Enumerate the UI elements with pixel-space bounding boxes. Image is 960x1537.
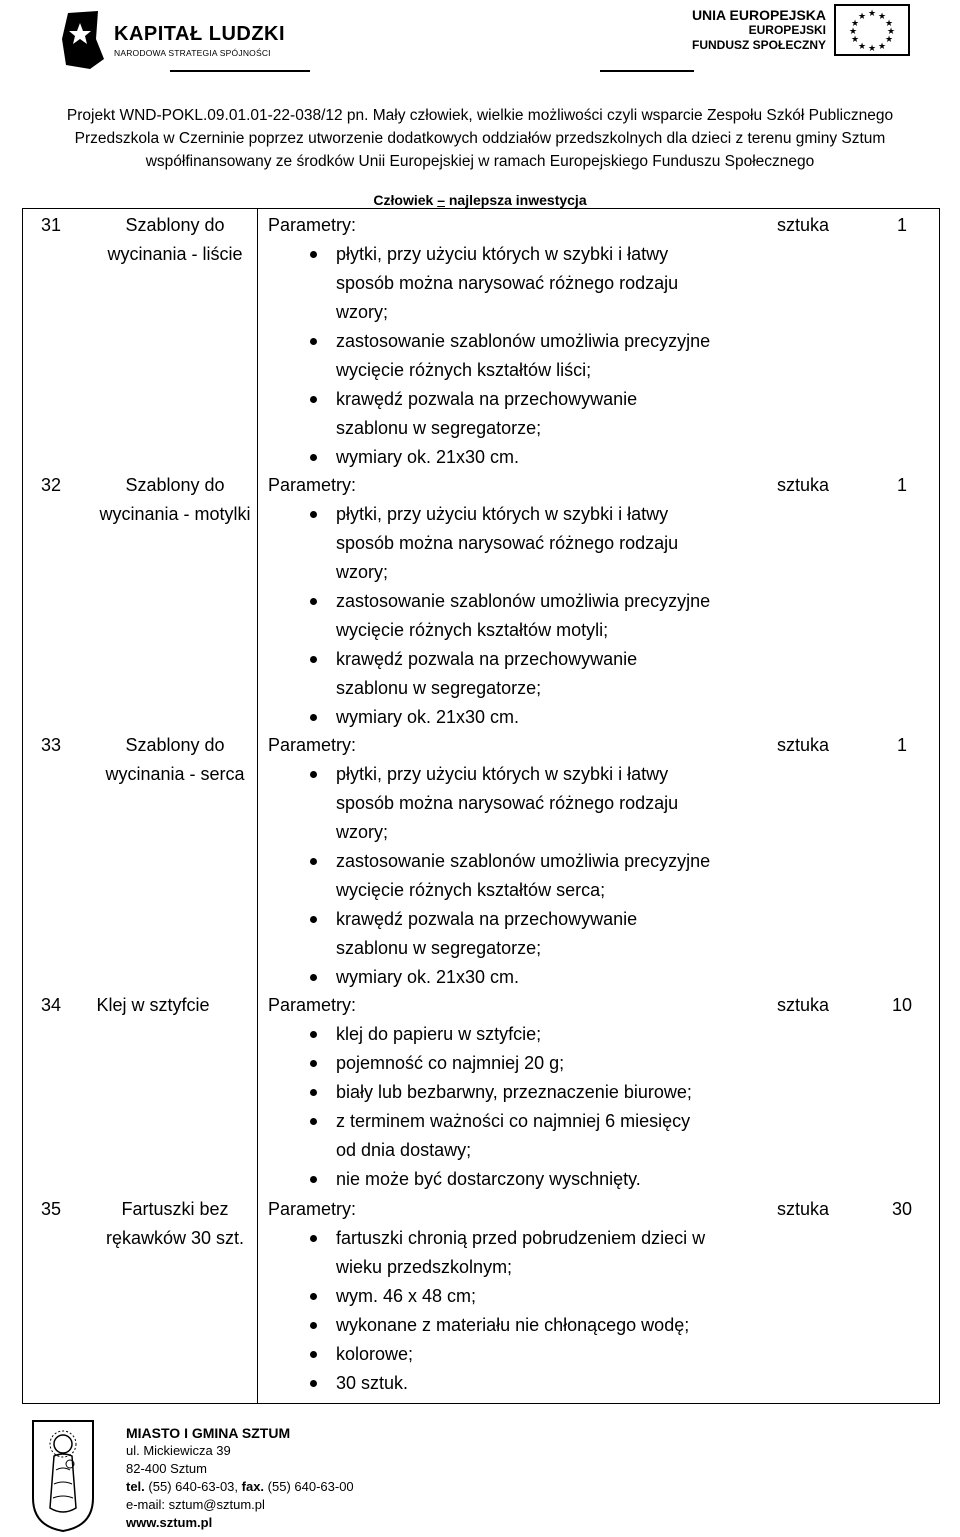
param-bullet: biały lub bezbarwny, przeznaczenie biurowe;: [268, 1078, 738, 1107]
eu-line2: EUROPEJSKI: [748, 22, 826, 37]
param-list: [268, 500, 738, 732]
item-description: [268, 731, 738, 992]
param-bullet: fartuszki chronią przed pobrudzeniem dzieci w wieku przedszkolnym;: [268, 1224, 738, 1282]
item-unit: sztuka: [776, 735, 830, 755]
item-name-line2: wycinania - liście: [107, 244, 243, 264]
param-bullet: krawędź pozwala na przechowywanie szablonu w segregatorze;: [268, 905, 738, 963]
svg-text:★: ★: [877, 12, 887, 22]
project-line-2: Przedszkola w Czerninie poprzez utworzenie dodatkowych oddziałów przedszkolnych dla dzieci z terenu gminy Sztum: [74, 130, 886, 147]
item-number: 33: [41, 735, 62, 755]
footer-website[interactable]: www.sztum.pl: [126, 1515, 213, 1530]
item-number: 31: [41, 215, 62, 235]
kapital-ludzki-emblem-icon: [60, 9, 106, 71]
footer-phone-fax: tel. (55) 640-63-03, fax. (55) 640-63-00: [126, 1479, 354, 1494]
param-bullet: krawędź pozwala na przechowywanie szablonu w segregatorze;: [268, 385, 738, 443]
svg-text:★: ★: [857, 12, 867, 22]
param-bullet: nie może być dostarczony wyschnięty.: [268, 1165, 738, 1194]
eu-line1: UNIA EUROPEJSKA: [691, 6, 826, 23]
footer-title: MIASTO I GMINA SZTUM: [126, 1425, 291, 1441]
param-bullet: z terminem ważności co najmniej 6 miesięcy od dnia dostawy;: [268, 1107, 738, 1165]
param-label: Parametry:: [268, 215, 357, 235]
eu-flag-icon: [834, 4, 910, 56]
item-name-line2: rękawków 30 szt.: [105, 1228, 245, 1248]
item-name-line2: wycinania - motylki: [99, 504, 251, 524]
param-label: Parametry:: [268, 735, 357, 755]
param-list: [268, 240, 738, 472]
kapital-ludzki-logo: [60, 6, 285, 74]
svg-text:★: ★: [884, 35, 894, 45]
item-unit: sztuka: [776, 475, 830, 495]
param-bullet: płytki, przy użyciu których w szybki i łatwy sposób można narysować różnego rodzaju wzory;: [268, 500, 738, 587]
param-label: Parametry:: [268, 475, 357, 495]
param-bullet: wymiary ok. 21x30 cm.: [268, 443, 738, 472]
item-description: [268, 211, 738, 472]
item-quantity: 1: [896, 215, 907, 235]
item-name-line1: Fartuszki bez: [121, 1199, 229, 1219]
item-number: 32: [41, 475, 62, 495]
eu-line3: FUNDUSZ SPOŁECZNY: [691, 37, 826, 52]
param-list: [268, 1020, 738, 1194]
sztum-coat-of-arms-icon: [30, 1418, 96, 1534]
header-divider-left: [170, 70, 310, 72]
param-bullet: zastosowanie szablonów umożliwia precyzyjne wycięcie różnych kształtów motyli;: [268, 587, 738, 645]
param-bullet: wym. 46 x 48 cm;: [268, 1282, 738, 1311]
footer-city: 82-400 Sztum: [126, 1461, 207, 1476]
item-name-line1: Szablony do: [125, 735, 225, 755]
param-bullet: płytki, przy użyciu których w szybki i łatwy sposób można narysować różnego rodzaju wzory;: [268, 240, 738, 327]
param-bullet: wymiary ok. 21x30 cm.: [268, 963, 738, 992]
param-bullet: zastosowanie szablonów umożliwia precyzyjne wycięcie różnych kształtów serca;: [268, 847, 738, 905]
item-name: [91, 1195, 259, 1253]
param-list: [268, 1224, 738, 1398]
svg-text:★: ★: [867, 9, 877, 19]
footer-address: [126, 1424, 354, 1532]
svg-text:★: ★: [850, 19, 860, 29]
item-unit: sztuka: [776, 215, 830, 235]
motto-post: najlepsza inwestycja: [444, 192, 587, 208]
param-bullet: wykonane z materiału nie chłonącego wodę;: [268, 1311, 738, 1340]
item-description: [268, 471, 738, 732]
item-quantity: 30: [891, 1199, 913, 1219]
param-bullet: zastosowanie szablonów umożliwia precyzyjne wycięcie różnych kształtów liści;: [268, 327, 738, 385]
kapital-ludzki-title: KAPITAŁ LUDZKI: [114, 22, 286, 45]
param-bullet: 30 sztuk.: [268, 1369, 738, 1398]
svg-text:★: ★: [850, 35, 860, 45]
project-line-1: Projekt WND-POKL.09.01.01-22-038/12 pn. Mały człowiek, wielkie możliwości czyli wsparcie Zespołu Szkół Publicznego: [66, 107, 894, 124]
eu-logo: [692, 4, 910, 56]
motto: [0, 192, 960, 208]
svg-text:★: ★: [884, 19, 894, 29]
item-description: [268, 991, 738, 1194]
param-bullet: płytki, przy użyciu których w szybki i łatwy sposób można narysować różnego rodzaju wzory;: [268, 760, 738, 847]
param-bullet: wymiary ok. 21x30 cm.: [268, 703, 738, 732]
item-name-line1: Szablony do: [125, 215, 225, 235]
item-name: [63, 991, 243, 1020]
item-description: [268, 1195, 738, 1398]
project-line-3: współfinansowany ze środków Unii Europejskiej w ramach Europejskiego Funduszu Społecznego: [145, 153, 815, 170]
items-table: [22, 208, 940, 1404]
item-quantity: 10: [891, 995, 913, 1015]
param-label: Parametry:: [268, 995, 357, 1015]
item-name: [91, 731, 259, 789]
item-number: 35: [41, 1199, 62, 1219]
param-list: [268, 760, 738, 992]
item-name-line1: Szablony do: [125, 475, 225, 495]
kapital-ludzki-subtitle: NARODOWA STRATEGIA SPÓJNOŚCI: [114, 47, 271, 58]
param-bullet: krawędź pozwala na przechowywanie szablonu w segregatorze;: [268, 645, 738, 703]
project-description: [0, 104, 960, 173]
svg-text:★: ★: [886, 27, 896, 37]
param-bullet: pojemność co najmniej 20 g;: [268, 1049, 738, 1078]
item-quantity: 1: [896, 735, 907, 755]
header-divider-right: [600, 70, 694, 72]
item-name: [91, 471, 259, 529]
param-bullet: klej do papieru w sztyfcie;: [268, 1020, 738, 1049]
item-unit: sztuka: [776, 1199, 830, 1219]
footer-email[interactable]: e-mail: sztum@sztum.pl: [126, 1497, 265, 1512]
svg-text:★: ★: [857, 42, 867, 52]
item-unit: sztuka: [776, 995, 830, 1015]
param-bullet: kolorowe;: [268, 1340, 738, 1369]
motto-dash: –: [437, 192, 445, 208]
param-label: Parametry:: [268, 1199, 357, 1219]
svg-text:★: ★: [848, 27, 858, 37]
item-name-line2: wycinania - serca: [105, 764, 245, 784]
item-name: [91, 211, 259, 269]
svg-text:★: ★: [877, 42, 887, 52]
footer-street: ul. Mickiewicza 39: [126, 1443, 231, 1458]
item-number: 34: [41, 995, 62, 1015]
item-name-line1: Klej w sztyfcie: [96, 995, 210, 1015]
motto-pre: Człowiek: [373, 192, 438, 208]
svg-text:★: ★: [867, 44, 877, 54]
item-quantity: 1: [896, 475, 907, 495]
